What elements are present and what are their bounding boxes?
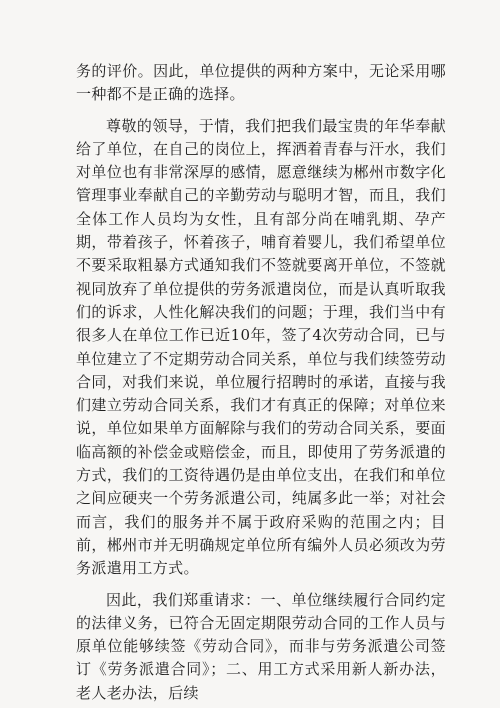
paragraph-request: 因此，我们郑重请求：一、单位继续履行合同约定的法律义务，已符合无固定期限劳动合同的工作人员与原单位能够续签《劳动合同》，而非与劳务派遣公司签订《劳务派遣合同》；二、用工方式采用新人新办法，老人老办法，后续 (76, 590, 446, 702)
paragraph-appeal-reason: 尊敬的领导，于情，我们把我们最宝贵的年华奉献给了单位，在自己的岗位上，挥洒着青春与汗水，我们对单位也有非常深厚的感情，愿意继续为郴州市数字化管理事业奉献自己的辛勤劳动与聪明才智，而且，我们全体工作人员均为女性，且有部分尚在哺乳期、孕产期，带着孩子，怀着孩子，哺育着婴儿，我们希望单位不要采取粗暴方式通知我们不签就要离开单位，不签就视同放弃了单位提供的劳务派遣岗位，而是认真听取我们的诉求，人性化解决我们的问题；于理，我们当中有很多人在单位工作已近10年，签了4次劳动合同，已与单位建立了不定期劳动合同关系，单位与我们续签劳动合同，对我们来说，单位履行招聘时的承诺，直接与我们建立劳动合同关系，我们才有真正的保障；对单位来说，单位如果单方面解除与我们的劳动合同关系，要面临高额的补偿金或赔偿金，而且，即使用了劳务派遣的方式，我们的工资待遇仍是由单位支出，在我们和单位之间应硬夹一个劳务派遣公司，纯属多此一举；对社会而言，我们的服务并不属于政府采购的范围之内；目前，郴州市并无明确规定单位所有编外人员必须改为劳务派遣用工方式。 (76, 116, 446, 578)
paragraph-continuation: 务的评价。因此，单位提供的两种方案中，无论采用哪一种都不是正确的选择。 (76, 62, 446, 104)
